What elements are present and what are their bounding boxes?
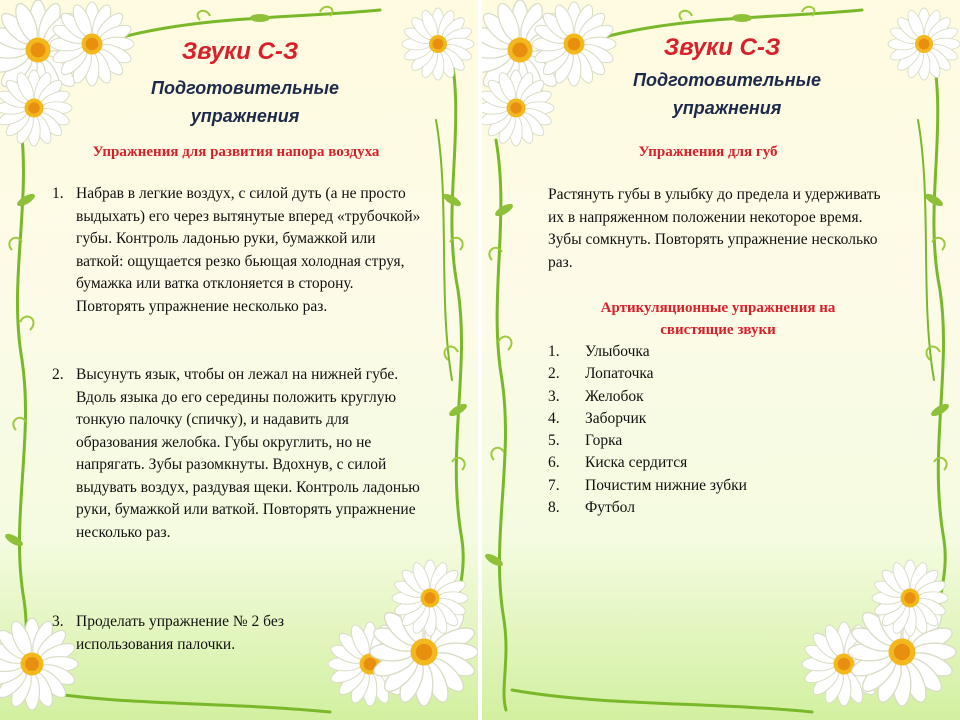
list-item bbox=[548, 341, 878, 363]
list-number: 1. bbox=[548, 343, 560, 360]
left-subtitle-line1: Подготовительные bbox=[151, 78, 339, 98]
list-number: 5. bbox=[548, 432, 560, 450]
left-section-heading: Упражнения для развития напора воздуха bbox=[92, 144, 380, 160]
exercise-text: Высунуть язык, чтобы он лежал на нижней губе. Вдоль языка до его середины положить круглую тонкую палочку (спичку), и надавить для образования желобка. Губы округлить, но не напрягать. Зубы разомкнуты. Вдохнув, с силой выдувать воздух, раздувая щеки. Контроль ладонью руки, бумажкой или ваткой. Повторять упражнение несколько раз. bbox=[76, 366, 420, 541]
list-number: 3. bbox=[548, 387, 560, 405]
list-item bbox=[548, 408, 878, 430]
list-item bbox=[548, 386, 878, 408]
list-label: Почистим нижние зубки bbox=[585, 476, 747, 494]
list-number: 7. bbox=[548, 476, 560, 494]
right-subtitle-line1: Подготовительные bbox=[633, 70, 821, 90]
right-title: Звуки С-З bbox=[663, 34, 781, 61]
lips-text: Растянуть губы в улыбку до предела и удерживать их в напряженном положении некоторое время. Зубы сомкнуть. Повторять упражнение несколько раз. bbox=[548, 186, 881, 271]
right-subtitle bbox=[572, 66, 882, 122]
list-number: 6. bbox=[548, 454, 560, 472]
left-card bbox=[0, 0, 478, 720]
list-item bbox=[548, 452, 878, 474]
exercise-text: Проделать упражнение № 2 без использования палочки. bbox=[76, 613, 285, 653]
list-item bbox=[548, 475, 878, 497]
list-number: 4. bbox=[548, 409, 560, 427]
list-number: 8. bbox=[548, 499, 560, 517]
exercise-number: 3. bbox=[52, 613, 64, 630]
list-label: Улыбочка bbox=[585, 343, 650, 360]
left-subtitle bbox=[90, 74, 400, 130]
artic-heading bbox=[542, 297, 894, 341]
left-subtitle-line2: упражнения bbox=[190, 106, 300, 126]
exercise-item bbox=[52, 611, 372, 656]
artic-heading-line2: свистящие звуки bbox=[660, 322, 776, 338]
artic-list bbox=[548, 341, 878, 519]
list-label: Лопаточка bbox=[585, 365, 654, 383]
exercise-item bbox=[52, 364, 422, 544]
list-label: Киска сердится bbox=[585, 454, 688, 472]
left-title: Звуки С-З bbox=[181, 38, 299, 65]
list-item bbox=[548, 430, 878, 452]
exercise-item bbox=[52, 183, 422, 318]
right-subtitle-line2: упражнения bbox=[672, 98, 782, 118]
list-label: Футбол bbox=[585, 499, 635, 517]
exercise-number: 1. bbox=[52, 185, 64, 202]
list-item bbox=[548, 363, 878, 385]
exercise-number: 2. bbox=[52, 366, 64, 383]
exercise-text: Набрав в легкие воздух, с силой дуть (а не просто выдыхать) его через вытянутые вперед «трубочкой» губы. Контроль ладонью руки, бумажкой или ваткой: ощущается резко бьющая холодная струя, бумажка или ватка отклоняется в сторону. Повторять упражнение несколько раз. bbox=[76, 185, 421, 315]
lips-heading: Упражнения для губ bbox=[638, 144, 778, 160]
list-label: Горка bbox=[585, 432, 623, 450]
artic-heading-line1: Артикуляционные упражнения на bbox=[600, 300, 836, 316]
list-label: Заборчик bbox=[585, 409, 647, 427]
list-item bbox=[548, 497, 878, 519]
list-label: Желобок bbox=[585, 387, 644, 405]
list-number: 2. bbox=[548, 365, 560, 383]
right-card bbox=[482, 0, 960, 720]
